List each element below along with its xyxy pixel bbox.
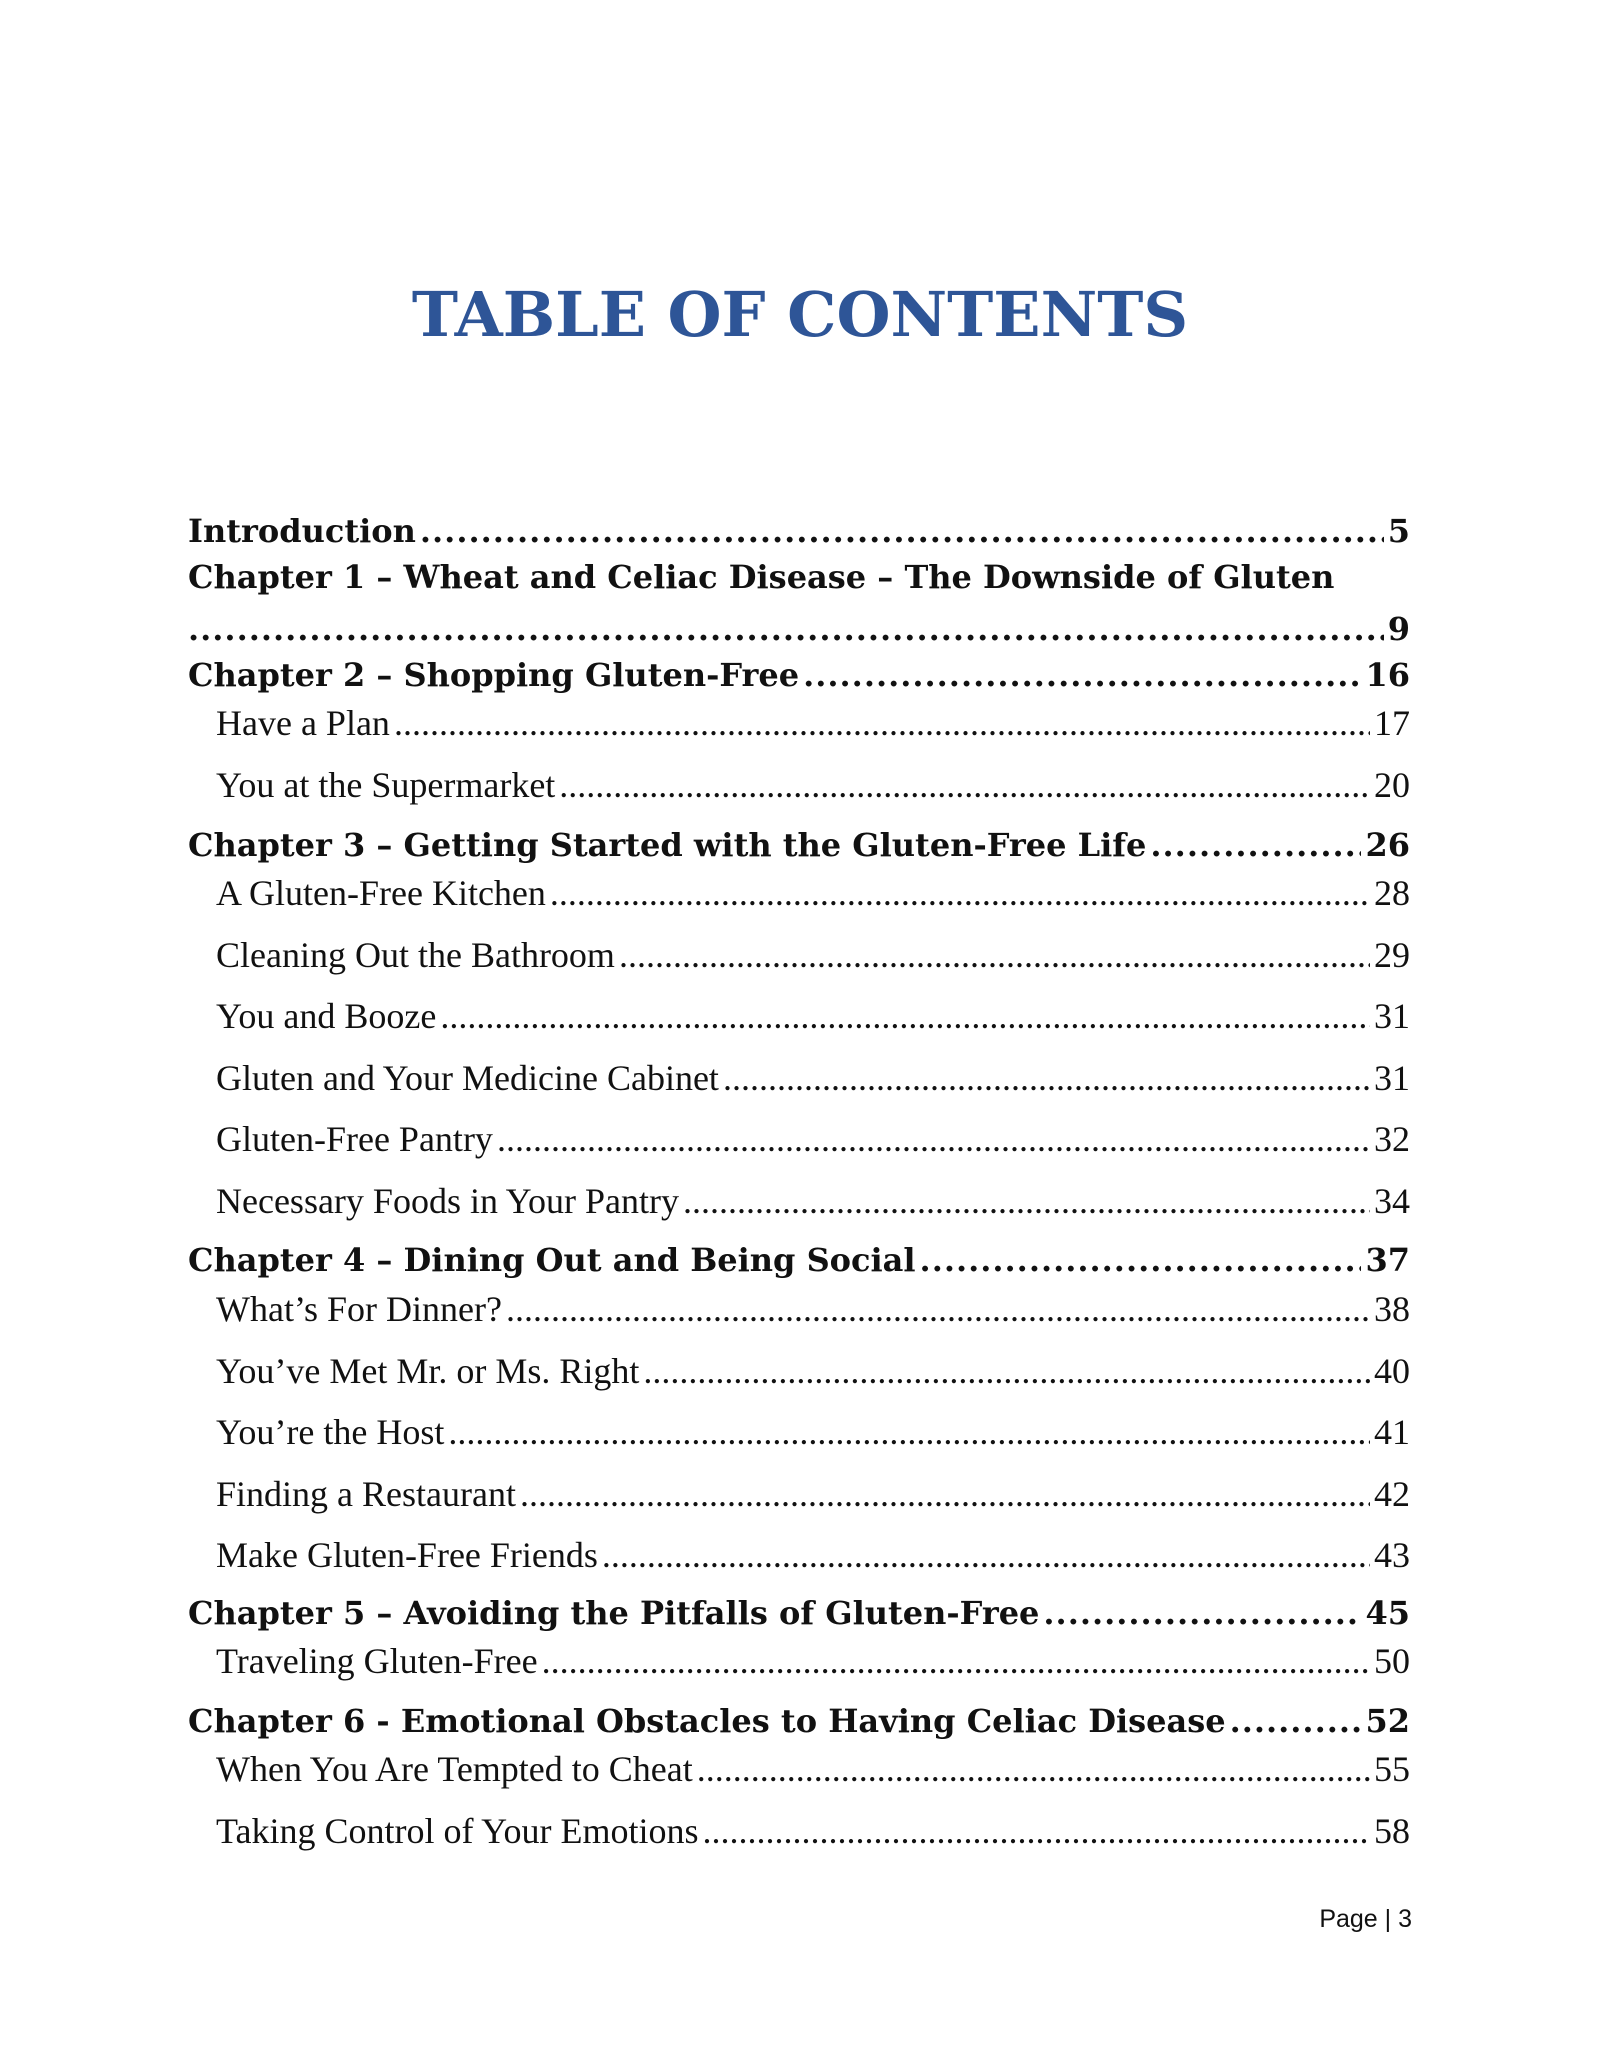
toc-entry-booze[interactable]: [188, 995, 1410, 1037]
dot-leader: [643, 1350, 1370, 1392]
dot-leader: [440, 995, 1370, 1037]
dot-leader: [497, 1118, 1370, 1160]
toc-entry-page: 45: [1365, 1594, 1410, 1632]
dot-leader: [920, 1241, 1362, 1279]
toc-entry-emotions[interactable]: [188, 1810, 1410, 1852]
toc-entry-medicine-cabinet[interactable]: [188, 1057, 1410, 1099]
toc-entry-page: 43: [1374, 1535, 1410, 1575]
toc-entry-page: 17: [1374, 703, 1410, 743]
toc-entry-page: 5: [1387, 512, 1410, 550]
toc-entry-chapter-5[interactable]: [188, 1594, 1410, 1632]
toc-entry-label: Finding a Restaurant: [216, 1474, 516, 1514]
toc-entry-chapter-2[interactable]: [188, 656, 1410, 694]
toc-entry-page: 41: [1374, 1412, 1410, 1452]
toc-entry-page: 38: [1374, 1289, 1410, 1329]
toc-entry-have-a-plan[interactable]: [188, 702, 1410, 744]
toc-entry-label: You’re the Host: [216, 1412, 445, 1452]
toc-entry-chapter-3[interactable]: [188, 826, 1410, 864]
toc-entry-label: Chapter 6 - Emotional Obstacles to Having Celiac Disease: [188, 1702, 1226, 1740]
dot-leader: [1150, 826, 1361, 864]
toc-entry-label: You at the Supermarket: [216, 765, 556, 805]
dot-leader: [1230, 1702, 1362, 1740]
toc-entry-page: 40: [1374, 1351, 1410, 1391]
dot-leader: [703, 1810, 1370, 1852]
toc-entry-label: You’ve Met Mr. or Ms. Right: [216, 1351, 640, 1391]
toc-entry-friends[interactable]: [188, 1534, 1410, 1576]
dot-leader: [506, 1288, 1370, 1330]
dot-leader: [683, 1180, 1370, 1222]
toc-entry-label: A Gluten-Free Kitchen: [216, 873, 546, 913]
dot-leader: [559, 764, 1370, 806]
toc-entry-label: You and Booze: [216, 996, 437, 1036]
toc-entry-bathroom[interactable]: [188, 934, 1410, 976]
toc-entry-label: Chapter 2 – Shopping Gluten-Free: [188, 656, 800, 694]
dot-leader: [803, 656, 1361, 694]
toc-entry-page: 58: [1374, 1811, 1410, 1851]
toc-entry-page: 16: [1365, 656, 1410, 694]
toc-entry-tempted[interactable]: [188, 1748, 1410, 1790]
toc-entry-kitchen[interactable]: [188, 872, 1410, 914]
toc-entry-page: 52: [1365, 1702, 1410, 1740]
toc-entry-page: 28: [1374, 873, 1410, 913]
toc-entry-necessary-foods[interactable]: [188, 1180, 1410, 1222]
dot-leader: [188, 610, 1384, 648]
toc-entry-traveling[interactable]: [188, 1640, 1410, 1682]
toc-entry-introduction[interactable]: [188, 512, 1410, 550]
dot-leader: [448, 1411, 1370, 1453]
toc-entry-page: 42: [1374, 1474, 1410, 1514]
toc-entry-page: 29: [1374, 935, 1410, 975]
dot-leader: [550, 872, 1370, 914]
toc-entry-page: 37: [1365, 1241, 1410, 1279]
dot-leader: [697, 1748, 1370, 1790]
toc-entry-page: 34: [1374, 1181, 1410, 1221]
toc-entry-host[interactable]: [188, 1411, 1410, 1453]
dot-leader: [723, 1057, 1370, 1099]
page-title: TABLE OF CONTENTS: [411, 278, 1189, 351]
toc-entry-restaurant[interactable]: [188, 1473, 1410, 1515]
toc-entry-chapter-6[interactable]: [188, 1702, 1410, 1740]
toc-entry-label: Necessary Foods in Your Pantry: [216, 1181, 679, 1221]
toc-entry-chapter-1-title[interactable]: Chapter 1 – Wheat and Celiac Disease – The Downside of Gluten: [188, 558, 1335, 596]
dot-leader: [520, 1473, 1370, 1515]
toc-entry-page: 50: [1374, 1641, 1410, 1681]
dot-leader: [602, 1534, 1370, 1576]
toc-entry-label: Gluten-Free Pantry: [216, 1119, 493, 1159]
dot-leader: [542, 1640, 1370, 1682]
toc-entry-label: Chapter 5 – Avoiding the Pitfalls of Gluten-Free: [188, 1594, 1040, 1632]
toc-entry-label: Make Gluten-Free Friends: [216, 1535, 598, 1575]
page-number: Page | 3: [1319, 1905, 1412, 1933]
toc-entry-label: Introduction: [188, 512, 416, 550]
dot-leader: [619, 934, 1370, 976]
toc-entry-label: Chapter 3 – Getting Started with the Gluten-Free Life: [188, 826, 1147, 864]
toc-entry-page: 31: [1374, 1058, 1410, 1098]
toc-entry-page: 31: [1374, 996, 1410, 1036]
toc-entry-label: When You Are Tempted to Cheat: [216, 1749, 693, 1789]
toc-entry-pantry[interactable]: [188, 1118, 1410, 1160]
toc-entry-label: Cleaning Out the Bathroom: [216, 935, 615, 975]
toc-entry-label: Gluten and Your Medicine Cabinet: [216, 1058, 719, 1098]
toc-entry-label: Taking Control of Your Emotions: [216, 1811, 699, 1851]
toc-entry-dinner[interactable]: [188, 1288, 1410, 1330]
toc-entry-supermarket[interactable]: [188, 764, 1410, 806]
toc-entry-label: What’s For Dinner?: [216, 1289, 502, 1329]
toc-entry-chapter-1-leader-line[interactable]: [188, 610, 1410, 648]
toc-entry-label: Have a Plan: [216, 703, 390, 743]
toc-entry-page: 55: [1374, 1749, 1410, 1789]
toc-entry-mr-ms-right[interactable]: [188, 1350, 1410, 1392]
toc-entry-label: Traveling Gluten-Free: [216, 1641, 538, 1681]
dot-leader: [1043, 1594, 1361, 1632]
toc-entry-page: 9: [1387, 610, 1410, 648]
dot-leader: [420, 512, 1384, 550]
toc-entry-page: 26: [1365, 826, 1410, 864]
dot-leader: [394, 702, 1370, 744]
toc-entry-chapter-4[interactable]: [188, 1241, 1410, 1279]
toc-entry-page: 20: [1374, 765, 1410, 805]
toc-entry-page: 32: [1374, 1119, 1410, 1159]
toc-entry-label: Chapter 4 – Dining Out and Being Social: [188, 1241, 916, 1279]
